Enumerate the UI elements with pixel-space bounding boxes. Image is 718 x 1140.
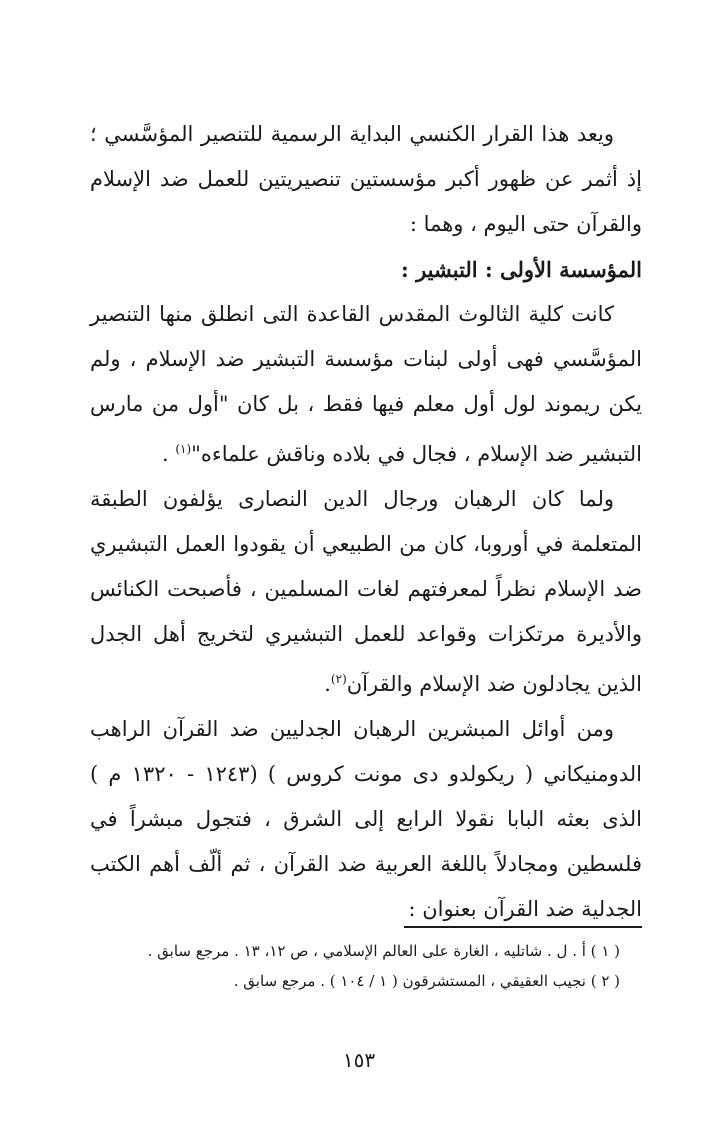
paragraph-end: .	[161, 442, 176, 466]
paragraph-end: .	[324, 672, 331, 696]
footnote-divider	[404, 926, 642, 928]
footnote-ref-1: (١)	[175, 442, 192, 456]
paragraph-early-missionaries: ومن أوائل المبشرين الرهبان الجدليين ضد القرآن الراهب الدومنيكاني ( ريكولدو دى مونت كروس ) (١٢٤٣ - ١٣٢٠ م ) الذى بعثه البابا نقولا الرابع إلى الشرق ، فتجول مبشراً في فلسطين ومجادلاً باللغة العربية ضد القرآن ، ثم ألّف أهم الكتب الجدلية ضد القرآن بعنوان :	[90, 717, 643, 921]
paragraph-monks	[90, 477, 642, 707]
paragraph-trinity-college	[90, 292, 642, 477]
paragraph-text: ولما كان الرهبان ورجال الدين النصارى يؤلفون الطبقة المتعلمة في أوروبا، كان من الطبيعي أن يقودوا العمل التبشيري ضد الإسلام نظراً لمعرفتهم لغات المسلمين ، فأصبحت الكنائس والأديرة مرتكزات وقواعد للعمل التبشيري لتخريج أهل الجدل الذين يجادلون ضد الإسلام والقرآن	[90, 487, 642, 696]
footnote-2: ( ٢ ) نجيب العقيقي ، المستشرقون ( ١ / ١٠٤ ) . مرجع سابق .	[233, 972, 620, 990]
section-heading: المؤسسة الأولى : التبشير :	[401, 257, 642, 282]
footnotes	[90, 936, 642, 996]
paragraph-intro: ويعد هذا القرار الكنسي البداية الرسمية للتنصير المؤسَّسي ؛ إذ أثمر عن ظهور أكبر مؤسستين تنصيريتين للعمل ضد الإسلام والقرآن حتى اليوم ، وهما :	[90, 122, 642, 236]
footnote-ref-2: (٢)	[330, 672, 347, 686]
page-number: ١٥٣	[342, 1048, 376, 1072]
paragraph-text: كانت كلية الثالوث المقدس القاعدة التى انطلق منها التنصير المؤسَّسي فهى أولى لبنات مؤسسة التبشير ضد الإسلام ، ولم يكن ريموند لول أول معلم فيها فقط ، بل كان "أول من مارس التبشير ضد الإسلام ، فجال في بلاده وناقش علماءه"	[90, 302, 642, 466]
footnote-1: ( ١ ) أ . ل . شاتليه ، الغارة على العالم الإسلامي ، ص ١٢، ١٣ . مرجع سابق .	[147, 942, 620, 960]
page-body	[90, 112, 643, 990]
